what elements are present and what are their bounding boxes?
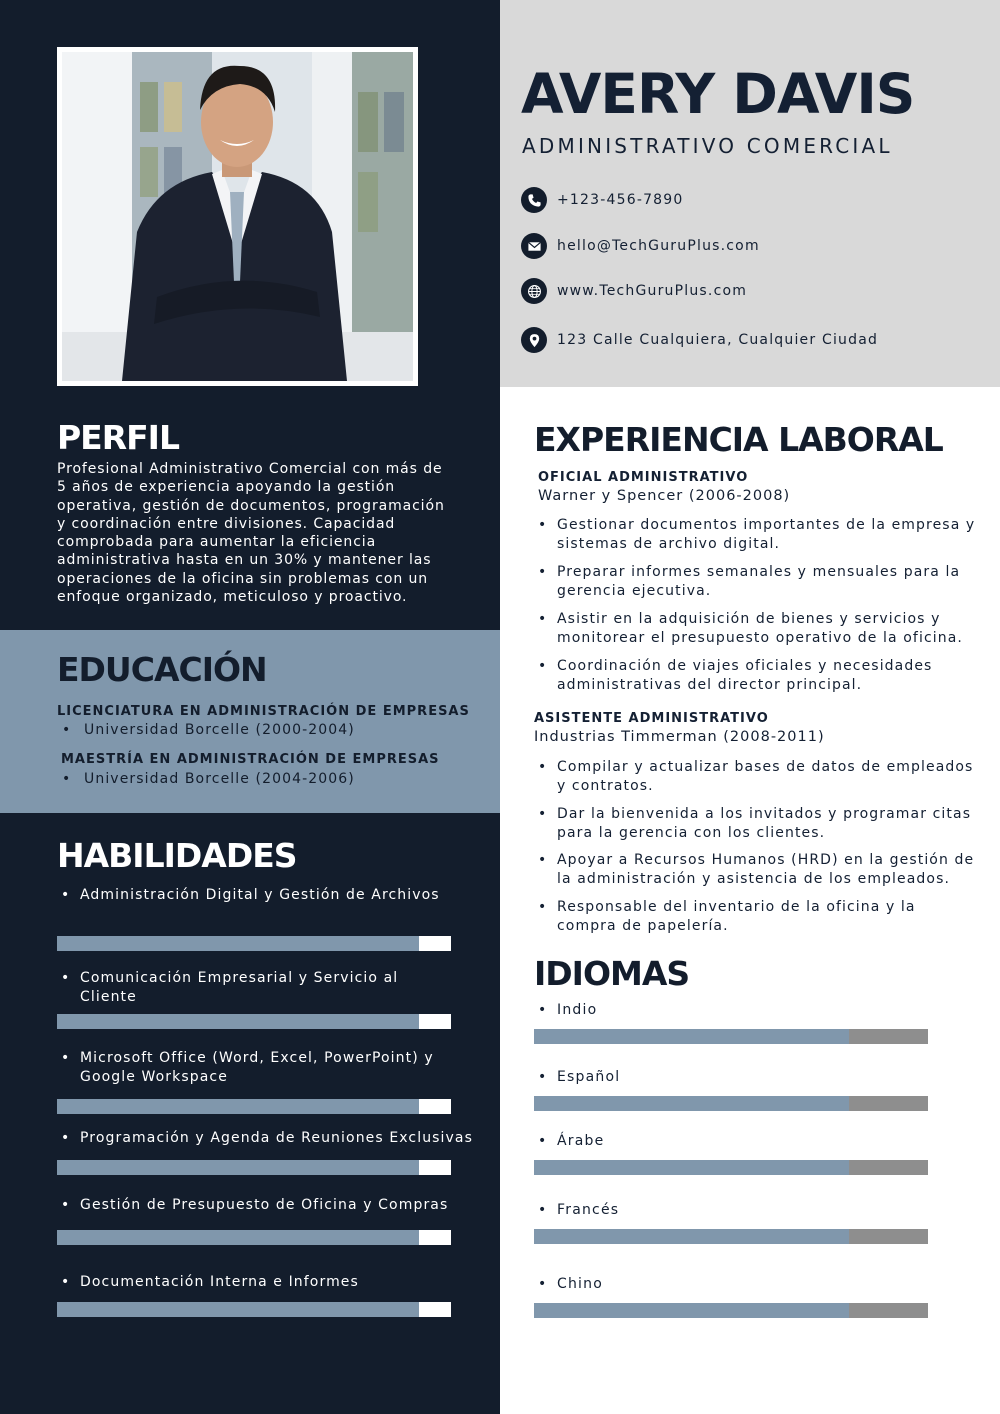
experience-heading: EXPERIENCIA LABORAL (534, 420, 943, 459)
job-company: Warner y Spencer (2006-2008) (538, 488, 791, 504)
job-title: ADMINISTRATIVO COMERCIAL (522, 134, 893, 158)
job-duty: • Dar la bienvenida a los invitados y programar citas para la gerencia con los clientes. (557, 805, 977, 842)
address-text: 123 Calle Cualquiera, Cualquier Ciudad (557, 332, 879, 348)
education-heading: EDUCACIÓN (57, 650, 267, 689)
skill-bar-fill (57, 1160, 419, 1175)
phone-icon (521, 187, 547, 213)
candidate-name: AVERY DAVIS (521, 62, 915, 126)
language-bar (534, 1096, 928, 1111)
language-label: • Chino (557, 1276, 603, 1292)
skill-bar (57, 1230, 451, 1245)
contact-website[interactable] (521, 278, 747, 304)
skill-label: • Microsoft Office (Word, Excel, PowerPoint) y Google Workspace (80, 1049, 440, 1087)
language-bar (534, 1029, 928, 1044)
skill-bar (57, 1302, 451, 1317)
language-label: • Francés (557, 1202, 619, 1218)
skill-label: • Administración Digital y Gestión de Archivos (80, 886, 480, 905)
language-label: • Español (557, 1069, 620, 1085)
language-bar-fill (534, 1029, 849, 1044)
job-role: OFICIAL ADMINISTRATIVO (538, 470, 749, 485)
profile-summary: Profesional Administrativo Comercial con más de 5 años de experiencia apoyando la gestión operativa, gestión de documentos, programación y coordinación entre divisiones. Capacidad comprobada para aumentar la eficiencia administrativa hasta en un 30% y mantener las operaciones de la oficina sin problemas con un enfoque organizado, meticuloso y proactivo. (57, 461, 445, 606)
job-duty: • Coordinación de viajes oficiales y necesidades administrativas del director principal. (557, 657, 977, 694)
job-duty: • Compilar y actualizar bases de datos de empleados y contratos. (557, 758, 977, 795)
job-duty: • Apoyar a Recursos Humanos (HRD) en la gestión de la administración y asistencia de los empleados. (557, 851, 977, 888)
job-duty: • Preparar informes semanales y mensuales para la gerencia ejecutiva. (557, 563, 977, 600)
languages-heading: IDIOMAS (534, 954, 690, 993)
language-bar (534, 1303, 928, 1318)
language-bar-fill (534, 1229, 849, 1244)
email-text: hello@TechGuruPlus.com (557, 238, 760, 254)
skill-bar-fill (57, 936, 419, 951)
skill-bar-fill (57, 1230, 419, 1245)
profile-heading: PERFIL (57, 418, 179, 457)
education-degree: MAESTRÍA EN ADMINISTRACIÓN DE EMPRESAS (61, 752, 440, 767)
language-label: • Indio (557, 1002, 597, 1018)
language-label: • Árabe (557, 1133, 604, 1149)
profile-photo (57, 47, 418, 386)
skill-bar (57, 1014, 451, 1029)
location-pin-icon (521, 327, 547, 353)
language-bar (534, 1160, 928, 1175)
skill-label: • Comunicación Empresarial y Servicio al Cliente (80, 969, 410, 1007)
globe-icon (521, 278, 547, 304)
email-icon (521, 233, 547, 259)
education-school: • Universidad Borcelle (2004-2006) (84, 771, 355, 787)
skill-bar-fill (57, 1302, 419, 1317)
job-duty: • Responsable del inventario de la oficina y la compra de papelería. (557, 898, 977, 935)
education-school: • Universidad Borcelle (2000-2004) (84, 722, 355, 738)
skill-label: • Programación y Agenda de Reuniones Exclusivas (80, 1129, 490, 1148)
education-degree: LICENCIATURA EN ADMINISTRACIÓN DE EMPRESAS (57, 704, 470, 719)
language-bar-fill (534, 1096, 849, 1111)
language-bar-fill (534, 1303, 849, 1318)
language-bar-fill (534, 1160, 849, 1175)
job-duty: • Gestionar documentos importantes de la empresa y sistemas de archivo digital. (557, 516, 977, 553)
contact-address (521, 327, 878, 353)
website-text: www.TechGuruPlus.com (557, 283, 748, 299)
skill-bar-fill (57, 1099, 419, 1114)
skill-bar-fill (57, 1014, 419, 1029)
job-duty: • Asistir en la adquisición de bienes y servicios y monitorear el presupuesto operativo de la oficina. (557, 610, 977, 647)
skill-label: • Gestión de Presupuesto de Oficina y Compras (80, 1196, 480, 1215)
skill-bar (57, 936, 451, 951)
language-bar (534, 1229, 928, 1244)
skill-bar (57, 1099, 451, 1114)
skill-label: • Documentación Interna e Informes (80, 1273, 480, 1292)
contact-phone[interactable] (521, 187, 684, 213)
skills-heading: HABILIDADES (57, 836, 297, 875)
job-role: ASISTENTE ADMINISTRATIVO (534, 711, 769, 726)
skill-bar (57, 1160, 451, 1175)
job-company: Industrias Timmerman (2008-2011) (534, 729, 825, 745)
phone-text: +123-456-7890 (557, 192, 684, 208)
contact-email[interactable] (521, 233, 760, 259)
